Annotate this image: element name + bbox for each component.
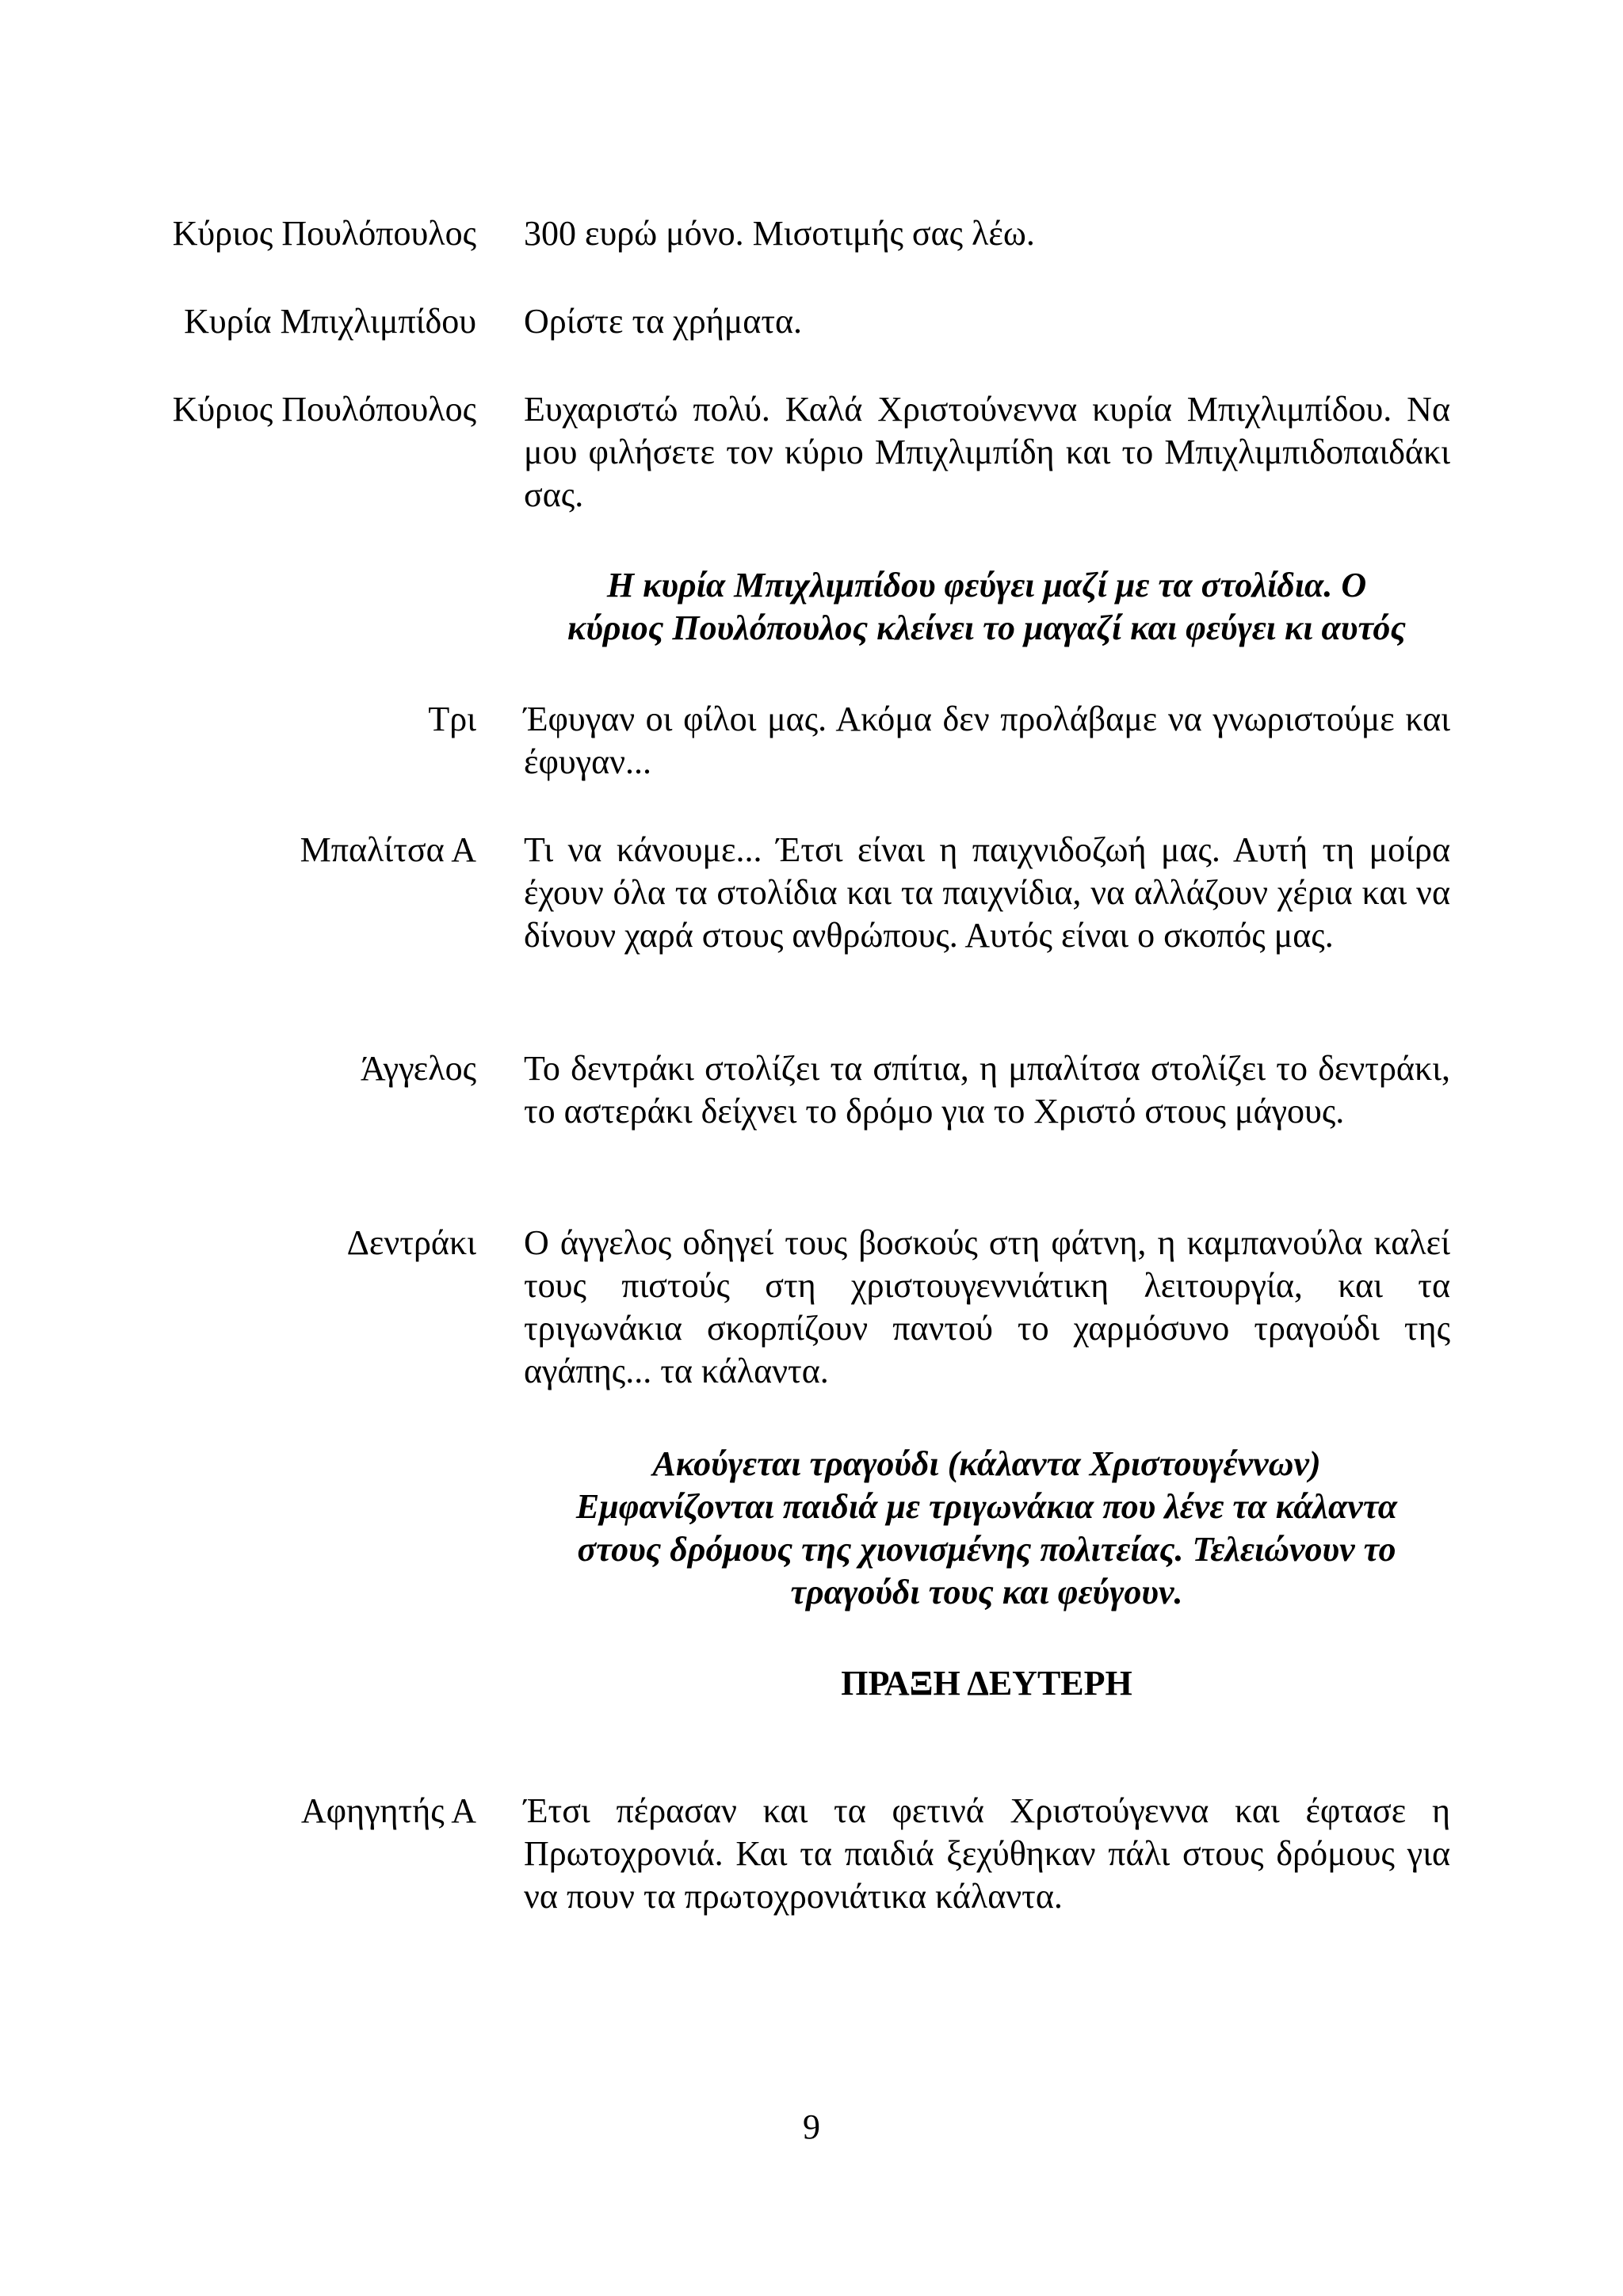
- dialogue-text: Ευχαριστώ πολύ. Καλά Χριστούνεννα κυρία Μπιχλιμπίδου. Να μου φιλήσετε τον κύριο Μπιχλιμπίδη και το Μπιχλιμπιδοπαιδάκι σας.: [524, 390, 1450, 514]
- dialogue-text: Έτσι πέρασαν και τα φετινά Χριστούγεννα και έφτασε η Πρωτοχρονιά. Και τα παιδιά ξεχύθηκαν πάλι στους δρόμους για να πουν τα πρωτοχρονιάτικα κάλαντα.: [524, 1791, 1450, 1916]
- dialogue-text: Το δεντράκι στολίζει τα σπίτια, η μπαλίτσα στολίζει το δεντράκι, το αστεράκι δείχνει το δρόμο για το Χριστό στους μάγους.: [524, 1049, 1450, 1131]
- stage-direction-line: τραγούδι τους και φεύγουν.: [790, 1573, 1183, 1611]
- dialogue-entry: [127, 212, 1450, 255]
- stage-direction-line: στους δρόμους της χιονισμένης πολιτείας. Τελειώνουν το: [577, 1530, 1396, 1569]
- dialogue-text: Ο άγγελος οδηγεί τους βοσκούς στη φάτνη, η καμπανούλα καλεί τους πιστούς στη χριστουγεννιάτικη λειτουργία, και τα τριγωνάκια σκορπίζουν παντού το χαρμόσυνο τραγούδι της αγάπης... τα κάλαντα.: [524, 1223, 1450, 1390]
- dialogue-entry: [127, 300, 1450, 343]
- stage-direction: [523, 564, 1450, 650]
- dialogue-text: Έφυγαν οι φίλοι μας. Ακόμα δεν προλάβαμε να γνωριστούμε και έφυγαν...: [524, 700, 1450, 781]
- speaker-name: Τρι: [428, 700, 476, 738]
- stage-direction-line: Εμφανίζονται παιδιά με τριγωνάκια που λένε τα κάλαντα: [575, 1487, 1398, 1526]
- act-title: ΠΡΑΞΗ ΔΕΥΤΕΡΗ: [841, 1664, 1132, 1703]
- speaker-name: Κυρία Μπιχλιμπίδου: [184, 302, 476, 341]
- dialogue-entry: [127, 1047, 1450, 1133]
- stage-direction-line: κύριος Πουλόπουλος κλείνει το μαγαζί και φεύγει κι αυτός: [567, 608, 1406, 647]
- dialogue-entry: [127, 388, 1450, 517]
- dialogue-entry: [127, 1222, 1450, 1393]
- stage-direction: [523, 1443, 1450, 1614]
- speaker-name: Άγγελος: [360, 1049, 476, 1088]
- dialogue-entry: [127, 698, 1450, 784]
- speaker-name: Δεντράκι: [346, 1223, 476, 1262]
- dialogue-entry: [127, 829, 1450, 957]
- dialogue-text: 300 ευρώ μόνο. Μισοτιμής σας λέω.: [524, 214, 1035, 253]
- speaker-name: Μπαλίτσα Α: [300, 830, 476, 869]
- speaker-name: Κύριος Πουλόπουλος: [172, 214, 476, 253]
- dialogue-text: Ορίστε τα χρήματα.: [524, 302, 803, 341]
- dialogue-entry: [127, 1790, 1450, 1918]
- page-number: 9: [803, 2107, 820, 2146]
- stage-direction-line: Ακούγεται τραγούδι (κάλαντα Χριστουγέννων): [652, 1444, 1321, 1483]
- stage-direction-line: Η κυρία Μπιχλιμπίδου φεύγει μαζί με τα στολίδια. Ο: [606, 566, 1367, 605]
- speaker-name: Κύριος Πουλόπουλος: [172, 390, 476, 429]
- dialogue-text: Τι να κάνουμε... Έτσι είναι η παιχνιδοζωή μας. Αυτή τη μοίρα έχουν όλα τα στολίδια και τα παιχνίδια, να αλλάζουν χέρια και να δίνουν χαρά στους ανθρώπους. Αυτός είναι ο σκοπός μας.: [524, 830, 1450, 955]
- speaker-name: Αφηγητής Α: [300, 1791, 476, 1830]
